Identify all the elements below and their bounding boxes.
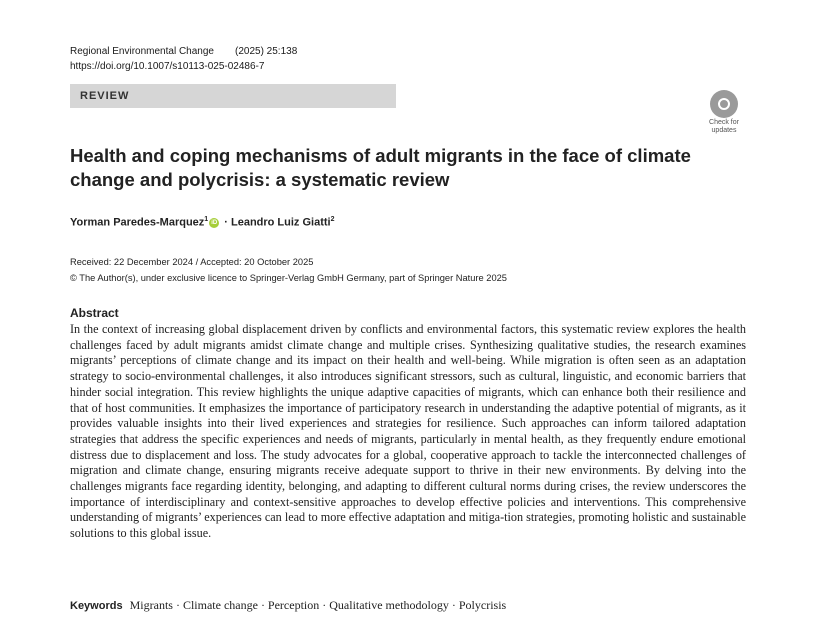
abstract-text: In the context of increasing global displacement driven by conflicts and environmental factors, this systematic review explores the health challenges faced by adult migrants amidst climate change and multiple crises. Synthesizing qualitative studies, the research examines migrants’ perceptions of climate change and its impact on their health and well-being. While migration is often seen as an adaptation strategy to socio-environmental challenges, it also introduces significant stressors, such as cultural, linguistic, and economic barriers that hinder social integration. This review highlights the unique adaptive capacities of migrants, which can enhance both their resilience and that of host communities. It emphasizes the importance of participatory research in understanding the adaptive potential of migrants, as it provides valuable insights into their lived experiences and strategies for resilience. Such approaches can inform tailored adaptation strategies that address the specific experiences and needs of migrants, particularly in mental health, as they frequently endure emotional distress due to displacement and loss. The study advocates for a global, cooperative approach to tackle the interconnected challenges of migration and climate change, ensuring migrants receive adequate support to thrive in their new environments. By delving into the challenges migrants face regarding identity, belonging, and adapting to different cultural norms during crises, the review underscores the importance of interdisciplinary and context-sensitive approaches to develop effective policies and interventions. This comprehensive understanding of migrants’ experiences can lead to more effective adaptation and mitiga-tion strategies, promoting holistic and sustainable solutions to this global issue.	[70, 322, 746, 541]
affiliation-marker: 1	[204, 216, 209, 223]
citation: (2025) 25:138	[235, 46, 298, 57]
author-name[interactable]: Leandro Luiz Giatti	[230, 216, 331, 229]
abstract-heading: Abstract	[70, 306, 119, 320]
affiliation-marker: 2	[330, 216, 335, 223]
badge-label: Check for updates	[709, 119, 739, 134]
copyright: © The Author(s), under exclusive licence to Springer-Verlag GmbH Germany, part of Springer Nature 2025	[70, 273, 507, 283]
article-meta	[70, 254, 507, 286]
author-list	[70, 216, 335, 229]
check-for-updates-icon	[710, 90, 738, 118]
dates: Received: 22 December 2024 / Accepted: 20 October 2025	[70, 257, 314, 267]
author-separator: ·	[221, 216, 231, 229]
keywords	[70, 598, 506, 613]
doi-link[interactable]: https://doi.org/10.1007/s10113-025-02486-7	[70, 61, 265, 72]
article-title: Health and coping mechanisms of adult migrants in the face of climate change and polycrisis: a systematic review	[70, 145, 691, 190]
article-type-bar: REVIEW	[70, 84, 396, 108]
article-header	[70, 44, 297, 74]
check-for-updates-badge[interactable]	[702, 90, 746, 135]
author-name[interactable]: Yorman Paredes-Marquez	[70, 216, 205, 229]
keywords-label: Keywords	[70, 600, 123, 612]
journal-name: Regional Environmental Change	[70, 46, 214, 57]
keywords-list: Migrants · Climate change · Perception · Qualitative methodology · Polycrisis	[129, 598, 507, 612]
orcid-icon[interactable]: iD	[211, 219, 218, 226]
